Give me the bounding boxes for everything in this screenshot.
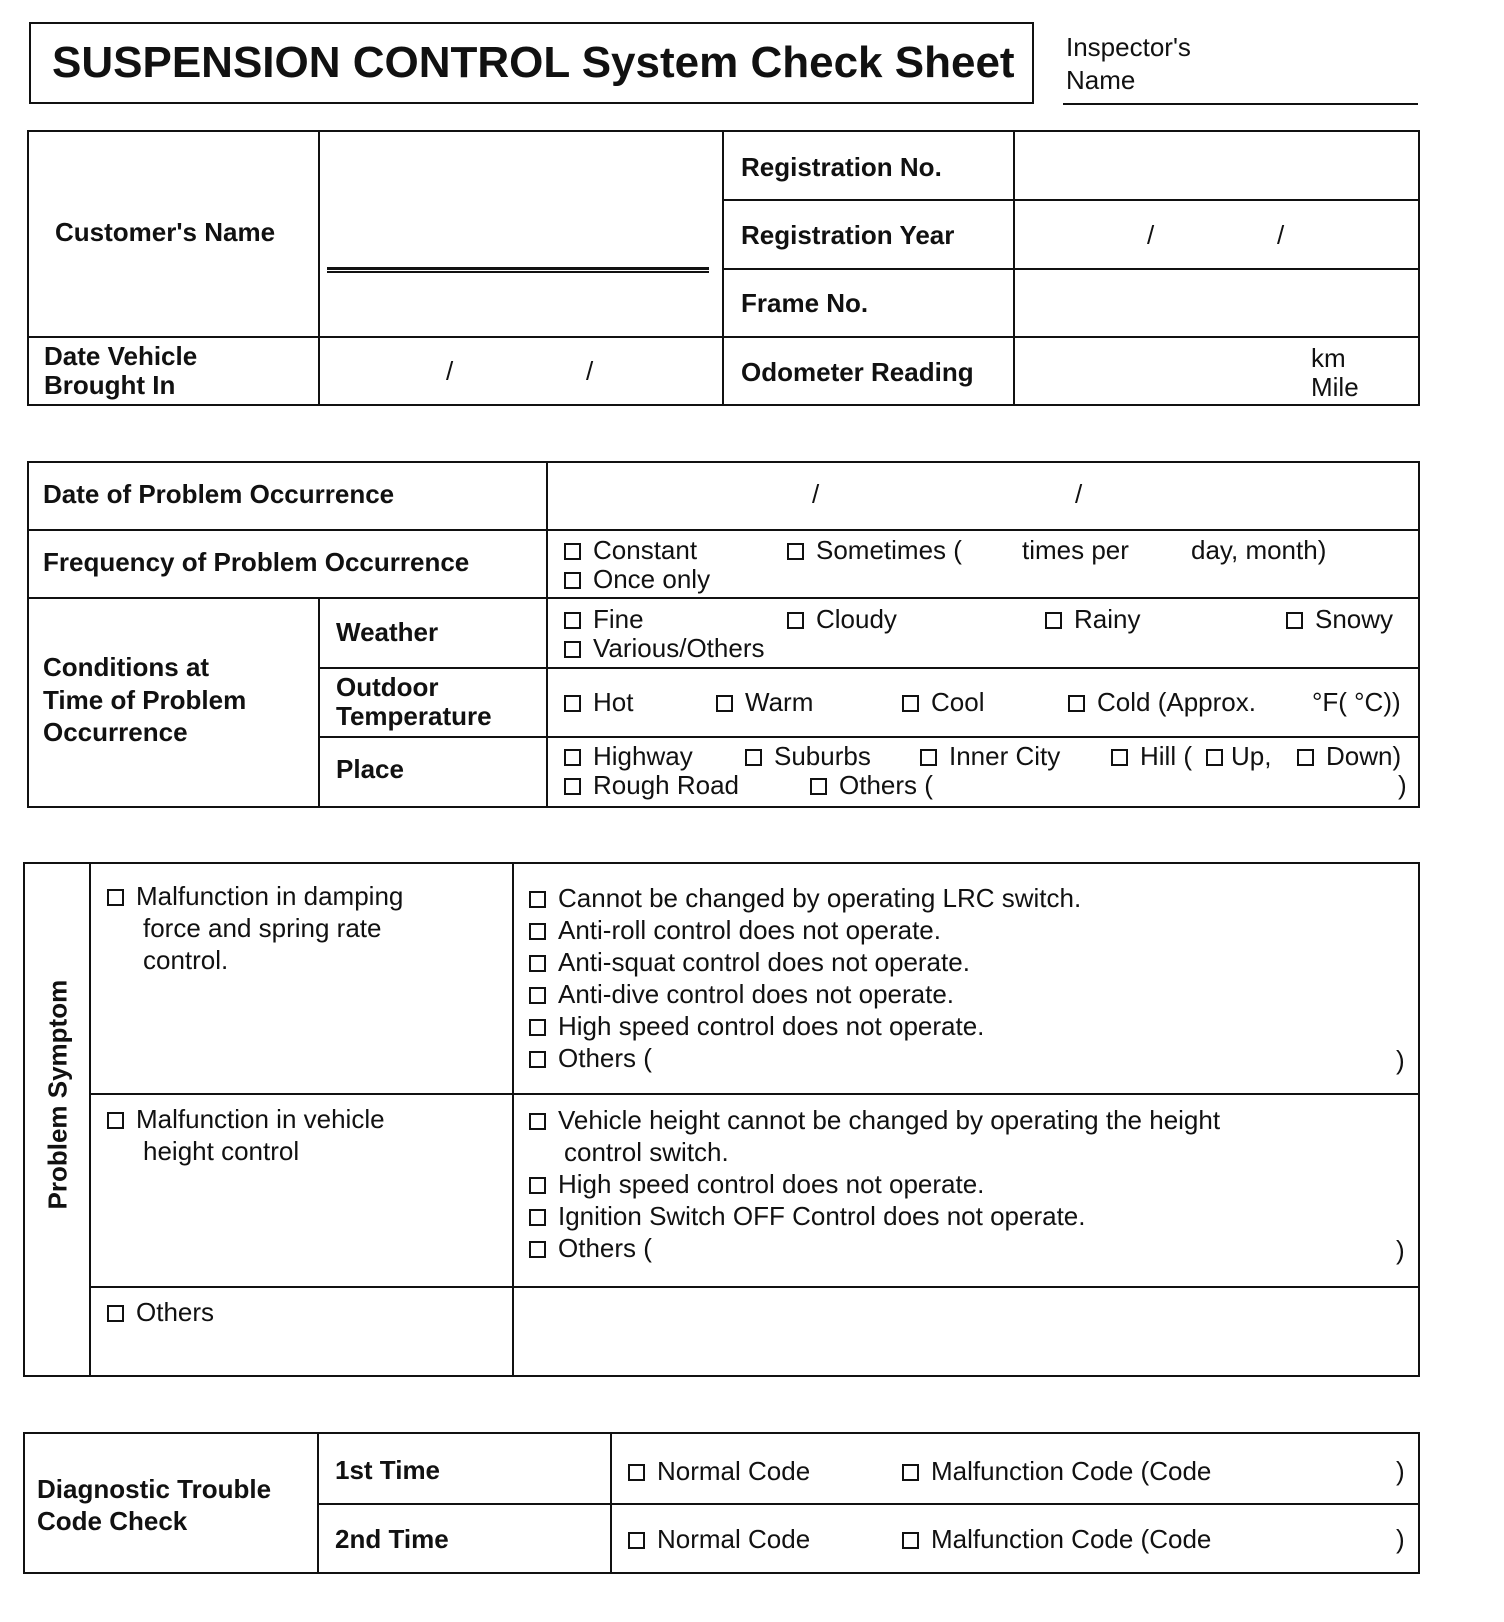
temperature-label: Outdoor — [336, 672, 439, 702]
date-separator: / — [446, 356, 454, 386]
option-label: Malfunction in damping — [136, 881, 404, 911]
option-label: Fine — [593, 604, 644, 634]
checkbox[interactable] — [529, 955, 546, 972]
checkbox[interactable] — [529, 1241, 546, 1258]
checkbox[interactable] — [107, 1305, 124, 1322]
conditions-label-2: Time of Problem — [43, 685, 247, 715]
dtc-second-normal-option[interactable] — [628, 1524, 810, 1554]
option-label: Hill ( — [1140, 741, 1192, 771]
odometer-label: Odometer Reading — [741, 357, 974, 387]
divider — [319, 667, 1419, 669]
height-item-others[interactable] — [529, 1233, 652, 1263]
checkbox[interactable] — [107, 889, 124, 906]
option-label: Cool — [931, 687, 985, 717]
symptom-others-option[interactable] — [107, 1297, 214, 1327]
divider — [318, 598, 320, 807]
inspector-label-name: Name — [1066, 65, 1136, 95]
checkbox[interactable] — [564, 543, 581, 560]
option-label: Rainy — [1074, 604, 1141, 634]
option-label: Others ( — [558, 1043, 652, 1073]
option-label: Up, — [1231, 741, 1272, 771]
option-label: Malfunction Code (Code — [931, 1456, 1212, 1486]
height-item-switch-cont: control switch. — [564, 1137, 729, 1167]
checkbox[interactable] — [628, 1532, 645, 1549]
registration-year-label: Registration Year — [741, 220, 955, 250]
dtc-second-malfunction-option[interactable] — [902, 1524, 1211, 1554]
temp-cool-option[interactable] — [902, 687, 984, 717]
problem-symptom-label: Problem Symptom — [42, 979, 73, 1210]
checkbox[interactable] — [1045, 612, 1062, 629]
checkbox[interactable] — [529, 1177, 546, 1194]
option-label: Down) — [1326, 741, 1402, 771]
dtc-label: Diagnostic Trouble — [37, 1474, 272, 1504]
conditions-label-3: Occurrence — [43, 717, 188, 747]
customer-name-line[interactable] — [327, 267, 709, 270]
place-others-option[interactable] — [810, 770, 933, 800]
place-inner-city-option[interactable] — [920, 741, 1060, 771]
damping-control-label-2: force and spring rate — [143, 913, 382, 943]
option-label: Cloudy — [816, 604, 897, 634]
checkbox[interactable] — [902, 1532, 919, 1549]
freq-sometimes-option[interactable] — [787, 535, 962, 565]
close-paren: ) — [1396, 1235, 1405, 1265]
checkbox[interactable] — [529, 1051, 546, 1068]
damping-item-others[interactable] — [529, 1043, 652, 1073]
checkbox[interactable] — [529, 987, 546, 1004]
weather-rainy-option[interactable] — [1045, 604, 1140, 634]
option-label: Normal Code — [657, 1456, 811, 1486]
dtc-first-malfunction-option[interactable] — [902, 1456, 1211, 1486]
option-label: Anti-squat control does not operate. — [558, 947, 970, 977]
weather-snowy-option[interactable] — [1286, 604, 1393, 634]
checkbox[interactable] — [564, 641, 581, 658]
date-separator: / — [586, 356, 594, 386]
divider — [90, 1093, 1419, 1095]
damping-item-anti-dive[interactable] — [529, 979, 954, 1009]
option-label: Various/Others — [593, 633, 765, 663]
option-label: Anti-roll control does not operate. — [558, 915, 941, 945]
checkbox[interactable] — [745, 749, 762, 766]
checkbox[interactable] — [716, 695, 733, 712]
frame-no-label: Frame No. — [741, 288, 869, 318]
divider — [89, 863, 91, 1376]
damping-control-option[interactable] — [107, 881, 403, 911]
option-label: Highway — [593, 741, 693, 771]
option-label: Others ( — [839, 770, 933, 800]
checkbox[interactable] — [529, 923, 546, 940]
customer-name-label: Customer's Name — [55, 217, 276, 247]
date-brought-label: Date Vehicle — [44, 341, 198, 371]
date-separator: / — [1277, 220, 1285, 250]
option-label: Inner City — [949, 741, 1061, 771]
place-label: Place — [336, 754, 404, 784]
checkbox[interactable] — [810, 778, 827, 795]
option-label: Snowy — [1315, 604, 1394, 634]
registration-no-label: Registration No. — [741, 152, 942, 182]
checkbox[interactable] — [902, 1464, 919, 1481]
damping-item-anti-roll[interactable] — [529, 915, 941, 945]
place-hill-up-option[interactable] — [1206, 741, 1271, 771]
checkbox[interactable] — [107, 1112, 124, 1129]
divider — [28, 529, 1419, 531]
option-label: Suburbs — [774, 741, 871, 771]
inspector-name-line[interactable] — [1063, 103, 1418, 105]
dtc-first-time-label: 1st Time — [335, 1455, 441, 1485]
freq-constant-option[interactable] — [564, 535, 697, 565]
date-separator: / — [1147, 220, 1155, 250]
temp-warm-option[interactable] — [716, 687, 813, 717]
option-label: Warm — [745, 687, 814, 717]
dtc-label-2: Code Check — [37, 1506, 188, 1536]
checkbox[interactable] — [564, 695, 581, 712]
divider — [512, 863, 514, 1376]
option-label: Malfunction Code (Code — [931, 1524, 1212, 1554]
divider — [723, 268, 1419, 270]
weather-label: Weather — [336, 617, 439, 647]
frequency-label: Frequency of Problem Occurrence — [43, 547, 470, 577]
checkbox[interactable] — [628, 1464, 645, 1481]
date-brought-label-2: Brought In — [44, 370, 176, 400]
option-label: Malfunction in vehicle — [136, 1104, 385, 1134]
checkbox[interactable] — [529, 1019, 546, 1036]
option-label: Others — [136, 1297, 215, 1327]
height-item-switch[interactable] — [529, 1105, 1220, 1135]
height-control-option[interactable] — [107, 1104, 385, 1134]
height-control-label-2: height control — [143, 1136, 300, 1166]
option-label: Normal Code — [657, 1524, 811, 1554]
checkbox[interactable] — [564, 778, 581, 795]
divider — [90, 1286, 1419, 1288]
option-label: Cannot be changed by operating LRC switch. — [558, 883, 1082, 913]
date-separator: / — [1075, 479, 1083, 509]
option-label: Once only — [593, 564, 711, 594]
option-label: Constant — [593, 535, 698, 565]
date-occurrence-label: Date of Problem Occurrence — [43, 479, 395, 509]
close-paren: ) — [1396, 1524, 1405, 1554]
weather-cloudy-option[interactable] — [787, 604, 897, 634]
checkbox[interactable] — [787, 543, 804, 560]
checkbox[interactable] — [529, 1113, 546, 1130]
checkbox[interactable] — [1297, 749, 1314, 766]
damping-item-anti-squat[interactable] — [529, 947, 970, 977]
checkbox[interactable] — [564, 612, 581, 629]
option-label: Rough Road — [593, 770, 739, 800]
divider — [28, 336, 1419, 338]
temp-cold-option[interactable] — [1068, 687, 1256, 717]
option-label: Cold (Approx. — [1097, 687, 1256, 717]
checkbox[interactable] — [787, 612, 804, 629]
option-label: Ignition Switch OFF Control does not operate. — [558, 1201, 1086, 1231]
odometer-unit-km: km — [1311, 343, 1346, 373]
divider — [28, 597, 1419, 599]
page-title: SUSPENSION CONTROL System Check Sheet — [52, 38, 1015, 87]
inspector-label: Inspector's — [1066, 32, 1191, 62]
checkbox[interactable] — [920, 749, 937, 766]
freq-day-month: day, month) — [1191, 535, 1327, 565]
checkbox[interactable] — [1068, 695, 1085, 712]
weather-fine-option[interactable] — [564, 604, 644, 634]
checkbox[interactable] — [1206, 749, 1223, 766]
checkbox[interactable] — [902, 695, 919, 712]
option-label: Hot — [593, 687, 634, 717]
place-suburbs-option[interactable] — [745, 741, 871, 771]
freq-times-per: times per — [1022, 535, 1129, 565]
close-paren: ) — [1396, 1456, 1405, 1486]
place-hill-down-option[interactable] — [1297, 741, 1401, 771]
damping-item-high-speed[interactable] — [529, 1011, 984, 1041]
customer-name-line — [327, 271, 709, 273]
checkbox[interactable] — [529, 1209, 546, 1226]
freq-once-option[interactable] — [564, 564, 710, 594]
conditions-label: Conditions at — [43, 652, 210, 682]
option-label: High speed control does not operate. — [558, 1011, 985, 1041]
close-paren: ) — [1396, 1045, 1405, 1075]
option-label: Others ( — [558, 1233, 652, 1263]
damping-control-label-3: control. — [143, 945, 229, 975]
checkbox[interactable] — [1111, 749, 1128, 766]
divider — [723, 199, 1419, 201]
damping-item-lrc[interactable] — [529, 883, 1081, 913]
checkbox[interactable] — [564, 749, 581, 766]
checkbox[interactable] — [1286, 612, 1303, 629]
dtc-first-normal-option[interactable] — [628, 1456, 810, 1486]
temp-unit: °F( °C)) — [1312, 687, 1401, 717]
place-rough-road-option[interactable] — [564, 770, 739, 800]
weather-various-option[interactable] — [564, 633, 764, 663]
dtc-second-time-label: 2nd Time — [335, 1524, 449, 1554]
height-item-ignition[interactable] — [529, 1201, 1086, 1231]
option-label: Vehicle height cannot be changed by operating the height — [558, 1105, 1221, 1135]
height-item-high-speed[interactable] — [529, 1169, 984, 1199]
checkbox[interactable] — [529, 891, 546, 908]
option-label: Anti-dive control does not operate. — [558, 979, 955, 1009]
divider — [546, 462, 548, 807]
option-label: Sometimes ( — [816, 535, 962, 565]
temp-hot-option[interactable] — [564, 687, 633, 717]
checkbox[interactable] — [564, 572, 581, 589]
option-label: High speed control does not operate. — [558, 1169, 985, 1199]
place-hill-option[interactable] — [1111, 741, 1192, 771]
date-separator: / — [812, 479, 820, 509]
odometer-unit-mile: Mile — [1311, 372, 1359, 402]
close-paren: ) — [1398, 770, 1407, 800]
divider — [318, 1503, 1419, 1505]
temperature-label-2: Temperature — [336, 701, 492, 731]
place-highway-option[interactable] — [564, 741, 693, 771]
divider — [319, 736, 1419, 738]
divider — [318, 131, 320, 405]
